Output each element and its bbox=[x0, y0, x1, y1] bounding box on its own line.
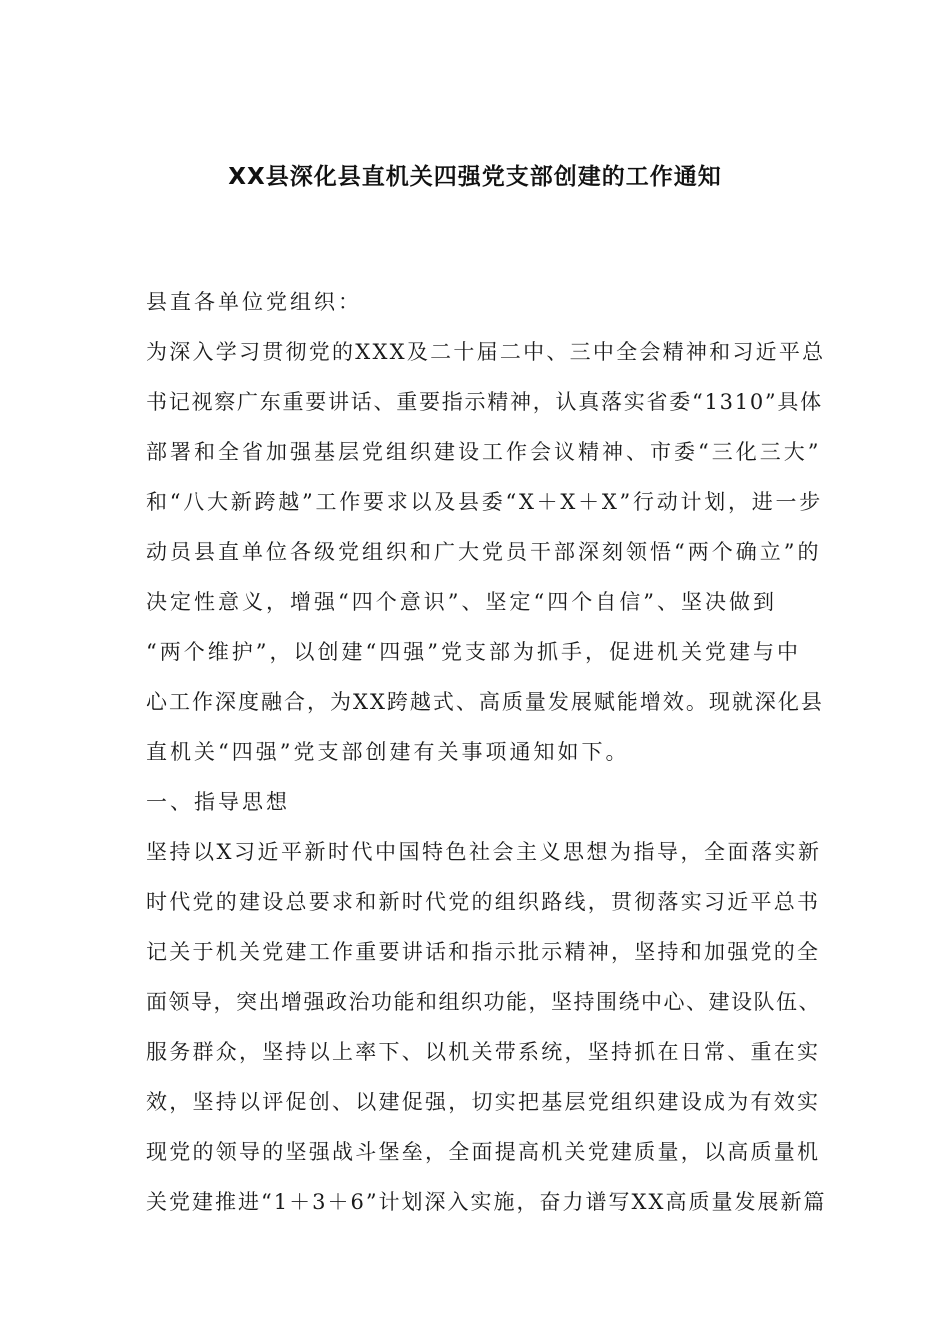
paragraph-line: 面领导，突出增强政治功能和组织功能，坚持围绕中心、建设队伍、 bbox=[146, 990, 821, 1014]
paragraph-line: 直机关“四强”党支部创建有关事项通知如下。 bbox=[146, 740, 630, 764]
paragraph-line: 效，坚持以评促创、以建促强，切实把基层党组织建设成为有效实 bbox=[146, 1090, 821, 1114]
paragraph-line: 记关于机关党建工作重要讲话和指示批示精神，坚持和加强党的全 bbox=[146, 940, 821, 964]
paragraph-line: 书记视察广东重要讲话、重要指示精神，认真落实省委“1310”具体 bbox=[146, 390, 823, 414]
document-body bbox=[146, 282, 826, 1232]
paragraph-line: “两个维护”，以创建“四强”党支部为抓手，促进机关党建与中 bbox=[146, 640, 801, 664]
paragraph-line: 决定性意义，增强“四个意识”、坚定“四个自信”、坚决做到 bbox=[146, 590, 777, 614]
salutation-line: 县直各单位党组织： bbox=[146, 290, 362, 314]
paragraph-line: 心工作深度融合，为XX跨越式、高质量发展赋能增效。现就深化县 bbox=[146, 690, 824, 714]
paragraph-line: 和“八大新跨越”工作要求以及县委“X＋X＋X”行动计划，进一步 bbox=[146, 490, 824, 514]
paragraph-line: 部署和全省加强基层党组织建设工作会议精神、市委“三化三大” bbox=[146, 440, 822, 464]
paragraph-line: 关党建推进“1＋3＋6”计划深入实施，奋力谱写XX高质量发展新篇 bbox=[146, 1190, 827, 1214]
document-title: XX县深化县直机关四强党支部创建的工作通知 bbox=[228, 164, 722, 190]
paragraph-line: 时代党的建设总要求和新时代党的组织路线，贯彻落实习近平总书 bbox=[146, 890, 821, 914]
paragraph-line: 服务群众，坚持以上率下、以机关带系统，坚持抓在日常、重在实 bbox=[146, 1040, 821, 1064]
section-heading: 一、指导思想 bbox=[146, 790, 290, 814]
paragraph-line: 现党的领导的坚强战斗堡垒，全面提高机关党建质量，以高质量机 bbox=[146, 1140, 821, 1164]
paragraph-line: 动员县直单位各级党组织和广大党员干部深刻领悟“两个确立”的 bbox=[146, 540, 822, 564]
paragraph-line: 为深入学习贯彻党的XXX及二十届二中、三中全会精神和习近平总 bbox=[146, 340, 826, 364]
paragraph-line: 坚持以X习近平新时代中国特色社会主义思想为指导，全面落实新 bbox=[146, 840, 822, 864]
